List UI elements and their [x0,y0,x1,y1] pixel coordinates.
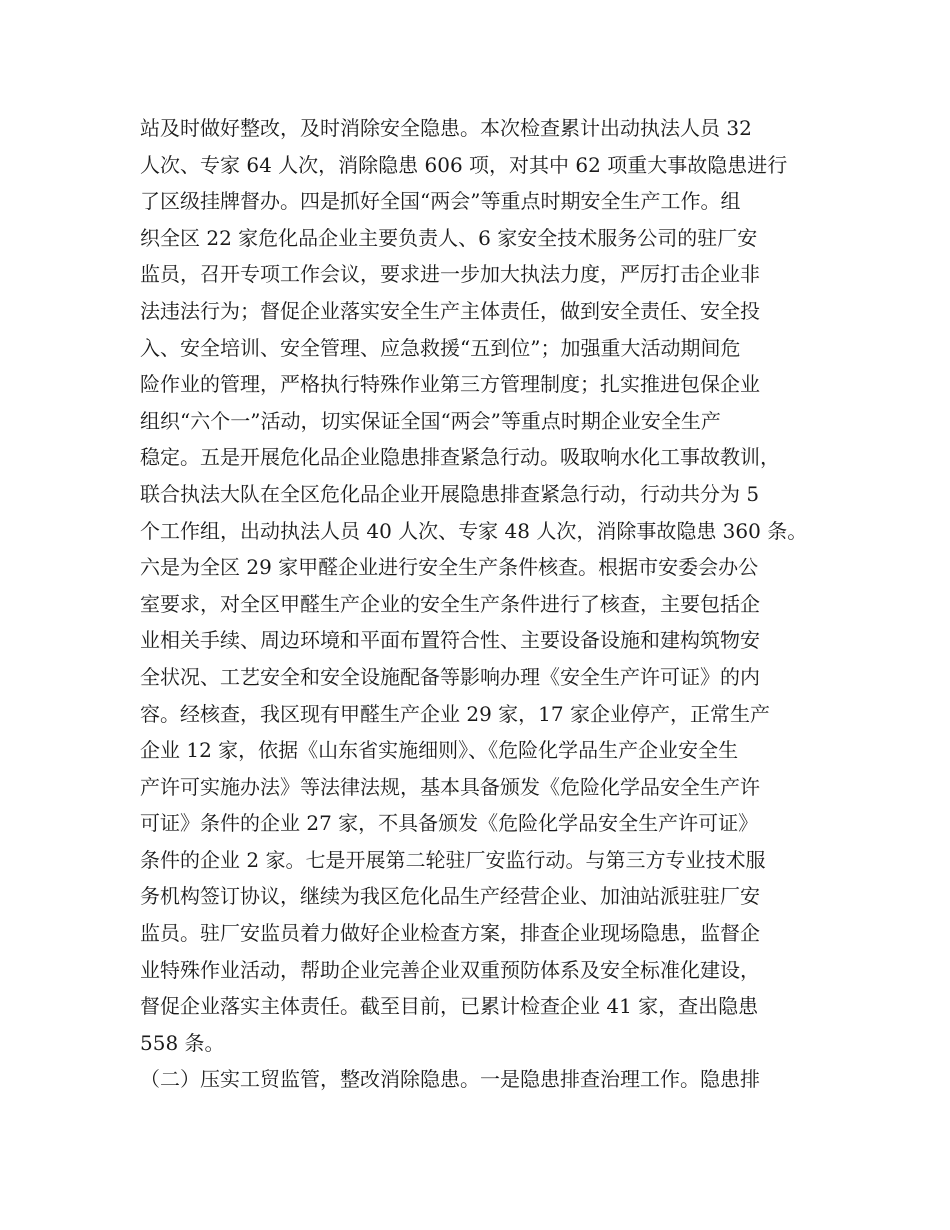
text-line-16: 全状况、工艺安全和安全设施配备等影响办理《安全生产许可证》的内 [140,664,760,689]
text-line-13: 六是为全区 29 家甲醛企业进行安全生产条件核查。根据市安委会办公 [140,555,759,580]
text-line-21: 条件的企业 2 家。七是开展第二轮驻厂安监行动。与第三方专业技术服 [140,847,766,872]
text-line-22: 务机构签订协议，继续为我区危化品生产经营企业、加油站派驻驻厂安 [140,884,760,909]
text-line-2: 人次、专家 64 人次，消除隐患 606 项，对其中 62 项重大事故隐患进行 [140,152,788,177]
text-line-26: 558 条。 [140,1030,225,1055]
text-line-20: 可证》条件的企业 27 家，不具备颁发《危险化学品安全生产许可证》 [140,811,759,836]
text-line-8: 险作业的管理，严格执行特殊作业第三方管理制度；扎实推进包保企业 [140,372,760,397]
text-line-3: 了区级挂牌督办。四是抓好全国“两会”等重点时期安全生产工作。组 [140,189,741,214]
text-line-6: 法违法行为；督促企业落实安全生产主体责任，做到安全责任、安全投 [140,298,760,323]
text-line-24: 业特殊作业活动，帮助企业完善企业双重预防体系及安全标准化建设， [140,957,760,982]
text-line-7: 入、安全培训、安全管理、应急救援“五到位”；加强重大活动期间危 [140,335,741,360]
text-line-11: 联合执法大队在全区危化品企业开展隐患排查紧急行动，行动共分为 5 [140,481,760,506]
text-line-18: 企业 12 家，依据《山东省实施细则》、《危险化学品生产企业安全生 [140,738,739,763]
text-line-19: 产许可实施办法》等法律法规，基本具备颁发《危险化学品安全生产许 [140,774,760,799]
text-line-23: 监员。驻厂安监员着力做好企业检查方案，排查企业现场隐患，监督企 [140,921,760,946]
text-line-14: 室要求，对全区甲醛生产企业的安全生产条件进行了核查，主要包括企 [140,591,760,616]
text-line-1: 站及时做好整改，及时消除安全隐患。本次检查累计出动执法人员 32 [140,116,752,140]
text-line-5: 监员，召开专项工作会议，要求进一步加大执法力度，严厉打击企业非 [140,262,760,287]
text-line-25: 督促企业落实主体责任。截至目前，已累计检查企业 41 家，查出隐患 [140,994,759,1019]
text-line-17: 容。经核查，我区现有甲醛生产企业 29 家，17 家企业停产，正常生产 [140,701,770,726]
body-text [140,110,830,1098]
text-line-27: （二）压实工贸监管，整改消除隐患。一是隐患排查治理工作。隐患排 [140,1067,760,1092]
text-line-15: 业相关手续、周边环境和平面布置符合性、主要设备设施和建构筑物安 [140,628,760,653]
text-line-4: 织全区 22 家危化品企业主要负责人、6 家安全技术服务公司的驻厂安 [140,225,758,250]
text-line-10: 稳定。五是开展危化品企业隐患排查紧急行动。吸取响水化工事故教训， [140,445,780,470]
text-line-9: 组织“六个一”活动，切实保证全国“两会”等重点时期企业安全生产 [140,408,721,433]
text-line-12: 个工作组，出动执法人员 40 人次、专家 48 人次，消除事故隐患 360 条。 [140,518,808,543]
